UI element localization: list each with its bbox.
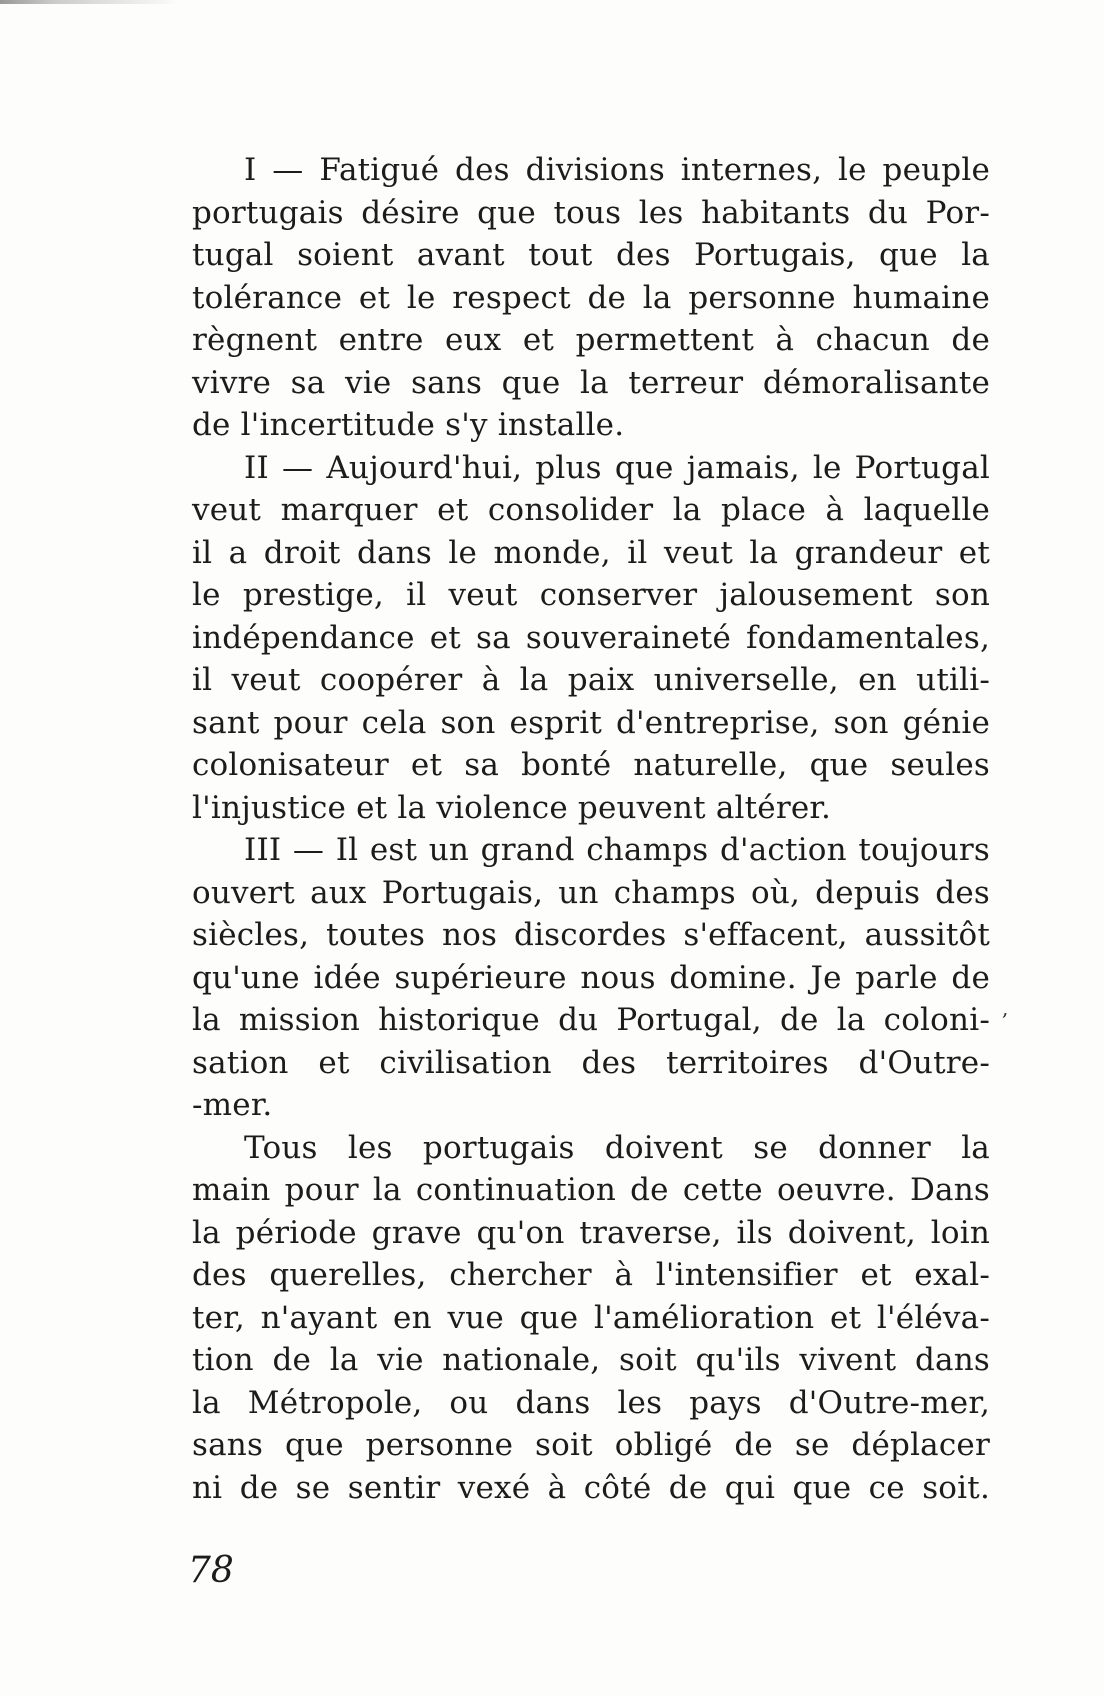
text-line: tolérance et le respect de la personne humaine (192, 279, 990, 316)
text-line: III — Il est un grand champs d'action toujours (244, 832, 990, 868)
text-line: ouvert aux Portugais, un champs où, depuis des (192, 874, 990, 911)
text-line: indépendance et sa souveraineté fondamentales, (192, 619, 990, 656)
paragraph-1 (192, 149, 990, 447)
text-line: règnent entre eux et permettent à chacun de (192, 322, 990, 358)
text-line: siècles, toutes nos discordes s'effacent, aussitôt (192, 917, 990, 953)
text-line: ni de se sentir vexé à côté de qui que ce soit. (192, 1469, 990, 1506)
paragraph-2 (192, 447, 990, 830)
text-line: des querelles, chercher à l'intensifier et exal- (192, 1257, 990, 1293)
text-line: I — Fatigué des divisions internes, le peuple (244, 152, 990, 188)
scan-smudge (0, 0, 180, 4)
text-line: la période grave qu'on traverse, ils doivent, loin (192, 1214, 990, 1251)
text-line: la mission historique du Portugal, de la coloni- (192, 1002, 990, 1038)
text-line: Tous les portugais doivent se donner la (244, 1129, 990, 1166)
text-line: ter, n'ayant en vue que l'amélioration et l'éléva- (192, 1299, 990, 1336)
margin-mark: , (1002, 996, 1009, 1020)
text-line: tugal soient avant tout des Portugais, que la (192, 237, 990, 273)
page-number: 78 (188, 1550, 234, 1591)
paragraph-3 (192, 829, 990, 1127)
text-line: -mer. (192, 1087, 273, 1123)
text-line: sans que personne soit obligé de se déplacer (192, 1427, 990, 1463)
text-line: sation et civilisation des territoires d'Outre- (192, 1044, 990, 1081)
text-line: il veut coopérer à la paix universelle, en utili- (192, 662, 990, 698)
text-line: le prestige, il veut conserver jalousement son (192, 577, 990, 613)
text-line: vivre sa vie sans que la terreur démoralisante (192, 364, 990, 401)
text-line: portugais désire que tous les habitants du Por- (192, 194, 990, 231)
text-line: la Métropole, ou dans les pays d'Outre-mer, (192, 1384, 990, 1421)
text-line: sant pour cela son esprit d'entreprise, son génie (192, 704, 990, 741)
text-line: main pour la continuation de cette oeuvre. Dans (192, 1172, 990, 1208)
text-line: II — Aujourd'hui, plus que jamais, le Portugal (244, 449, 990, 486)
paragraph-4 (192, 1127, 990, 1510)
text-line: de l'incertitude s'y installe. (192, 407, 625, 443)
text-line: qu'une idée supérieure nous domine. Je parle de (192, 959, 990, 996)
text-line: l'injustice et la violence peuvent altérer. (192, 789, 832, 826)
body-text (192, 149, 990, 1509)
text-line: veut marquer et consolider la place à laquelle (192, 492, 990, 528)
text-line: colonisateur et sa bonté naturelle, que seules (192, 747, 990, 783)
text-line: il a droit dans le monde, il veut la grandeur et (192, 534, 990, 571)
text-line: tion de la vie nationale, soit qu'ils vivent dans (192, 1342, 990, 1378)
